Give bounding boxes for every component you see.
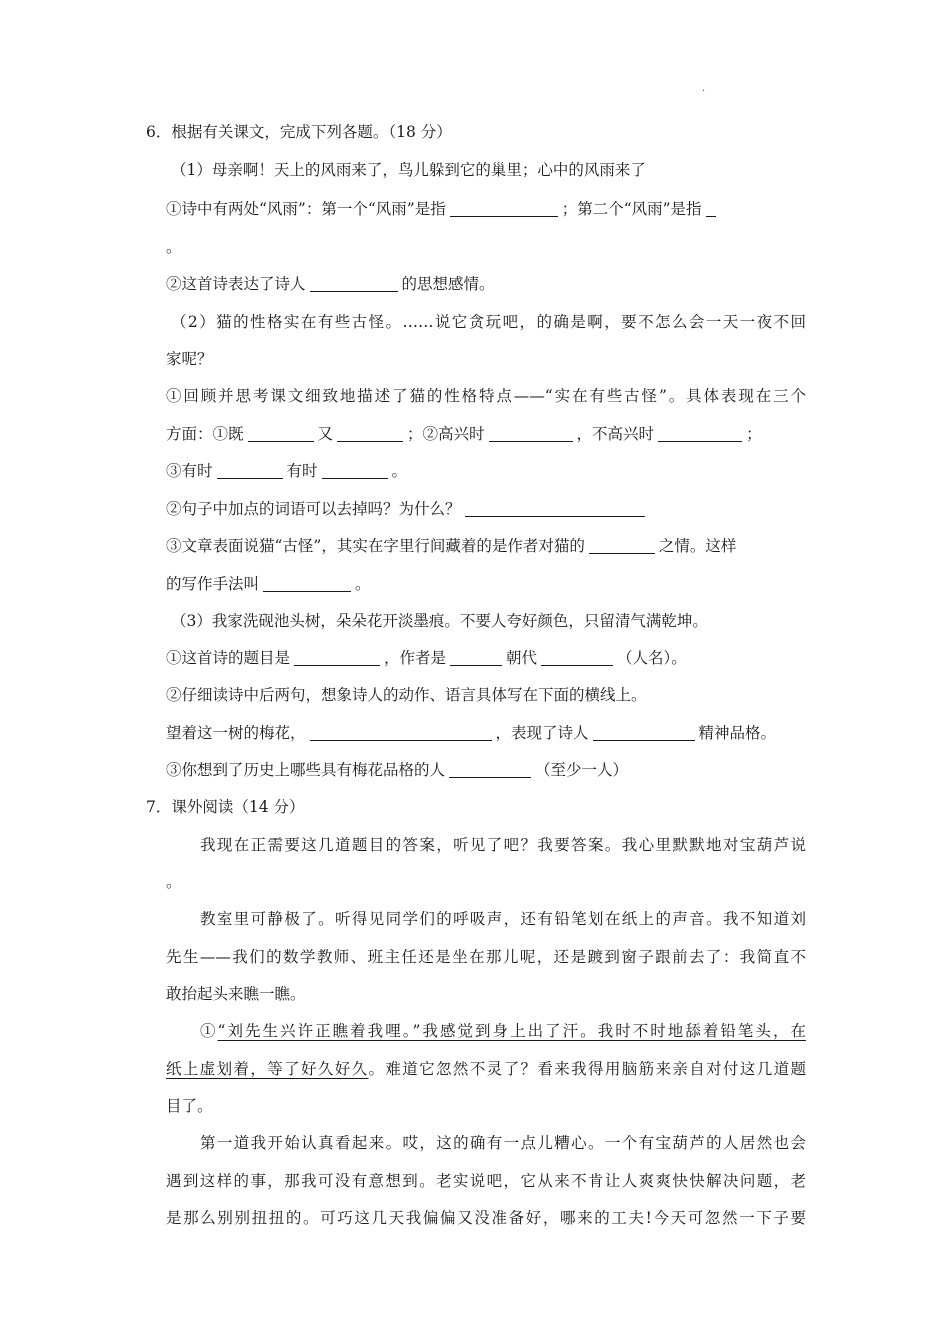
q7-para2-line2: 先生——我们的数学教师、班主任还是坐在那儿呢，还是踱到窗子跟前去了：我简直不 bbox=[166, 948, 806, 966]
answer-blank[interactable] bbox=[658, 423, 742, 442]
q6-part2-q2: ②句子中加点的词语可以去掉吗？为什么？ bbox=[166, 494, 806, 524]
q7-para3-line1: ①“刘先生兴许正瞧着我哩。”我感觉到身上出了汗。我时不时地舔着铅笔头，在 bbox=[200, 1022, 806, 1040]
question-6-title: 6．根据有关课文，完成下列各题。（18 分） bbox=[146, 123, 452, 141]
q6-part2-q1-line2: 方面：①既 又 ；②高兴时 ，不高兴时 ； bbox=[166, 425, 762, 443]
q7-para1-line2: 。 bbox=[166, 873, 182, 891]
q6-part2-q1-line1: ①回顾并思考课文细致地描述了猫的性格特点——“实在有些古怪”。具体表现在三个 bbox=[166, 387, 806, 405]
q6-part1-q1: ①诗中有两处“风雨”：第一个“风雨”是指 ；第二个“风雨”是指 bbox=[166, 194, 806, 224]
question-7-title: 7．课外阅读（14 分） bbox=[146, 798, 305, 816]
q7-para3-line3: 目了。 bbox=[166, 1097, 213, 1115]
answer-blank[interactable] bbox=[449, 759, 531, 778]
q7-para2-line1: 教室里可静极了。听得见同学们的呼吸声，还有铅笔划在纸上的声音。我不知道刘 bbox=[200, 910, 806, 928]
q7-para4-line2: 遇到这样的事，那我可没有意想到。老实说吧，它从来不肯让人爽爽快快解决问题，老 bbox=[166, 1172, 806, 1190]
answer-blank[interactable] bbox=[310, 722, 492, 741]
answer-blank[interactable] bbox=[465, 498, 645, 517]
q6-part3-q2-answer: 望着这一树的梅花， ，表现了诗人 精神品格。 bbox=[166, 724, 777, 742]
answer-blank[interactable] bbox=[337, 423, 403, 442]
underlined-sentence: “刘先生兴许正瞧着我哩。”我感觉到身上出了汗。我时不时地舔着铅笔头，在 bbox=[217, 1022, 806, 1040]
answer-blank[interactable] bbox=[541, 647, 613, 666]
answer-blank[interactable] bbox=[706, 198, 716, 217]
answer-blank[interactable] bbox=[248, 423, 314, 442]
answer-blank[interactable] bbox=[593, 722, 695, 741]
answer-blank[interactable] bbox=[489, 423, 573, 442]
q7-para3-line2: 纸上虚划着，等了好久好久。难道它忽然不灵了？看来我得用脑筋来亲自对付这几道题 bbox=[166, 1060, 806, 1078]
q6-part2-text-1: （2）猫的性格实在有些古怪。……说它贪玩吧，的确是啊，要不怎么会一天一夜不回 bbox=[171, 313, 806, 331]
corner-mark: · bbox=[702, 86, 706, 97]
q6-part3-q2: ②仔细读诗中后两句，想象诗人的动作、语言具体写在下面的横线上。 bbox=[166, 686, 647, 704]
answer-blank[interactable] bbox=[450, 647, 502, 666]
q7-para4-line3: 是那么别别扭扭的。可巧这几天我偏偏又没准备好，哪来的工夫!今天可忽然一下子要 bbox=[166, 1209, 806, 1227]
answer-blank[interactable] bbox=[589, 535, 655, 554]
q6-part2-q3-line2: 的写作手法叫 。 bbox=[166, 575, 371, 593]
q6-part2-q3-line1: ③文章表面说猫“古怪”，其实在字里行间藏着的是作者对猫的 之情。这样 bbox=[166, 537, 737, 555]
q6-part3-q1: ①这首诗的题目是 ，作者是 朝代 （人名）。 bbox=[166, 649, 687, 667]
q7-para2-line3: 敢抬起头来瞧一瞧。 bbox=[166, 985, 306, 1003]
answer-blank[interactable] bbox=[263, 573, 351, 592]
answer-blank[interactable] bbox=[217, 460, 283, 479]
q7-para4-line1: 第一道我开始认真看起来。哎，这的确有一点儿糟心。一个有宝葫芦的人居然也会 bbox=[200, 1134, 806, 1152]
q6-part1-q1-end: 。 bbox=[166, 238, 182, 256]
answer-blank[interactable] bbox=[310, 273, 398, 292]
q6-part3-text: （3）我家洗砚池头树，朵朵花开淡墨痕。不要人夸好颜色，只留清气满乾坤。 bbox=[171, 612, 708, 630]
q7-para1-line1: 我现在正需要这几道题目的答案，听见了吧？我要答案。我心里默默地对宝葫芦说 bbox=[200, 836, 806, 854]
q6-part1-q2: ②这首诗表达了诗人 的思想感情。 bbox=[166, 275, 495, 293]
q6-part1-text: （1）母亲啊！天上的风雨来了，鸟儿躲到它的巢里；心中的风雨来了 bbox=[171, 161, 646, 179]
q6-part2-q1-line3: ③有时 有时 。 bbox=[166, 462, 408, 480]
answer-blank[interactable] bbox=[450, 198, 558, 217]
q6-part2-text-2: 家呢？ bbox=[166, 350, 213, 368]
answer-blank[interactable] bbox=[294, 647, 380, 666]
q6-part3-q3: ③你想到了历史上哪些具有梅花品格的人 （至少一人） bbox=[166, 761, 629, 779]
answer-blank[interactable] bbox=[322, 460, 388, 479]
underlined-sentence: 纸上虚划着，等了好久好久 bbox=[166, 1060, 369, 1078]
